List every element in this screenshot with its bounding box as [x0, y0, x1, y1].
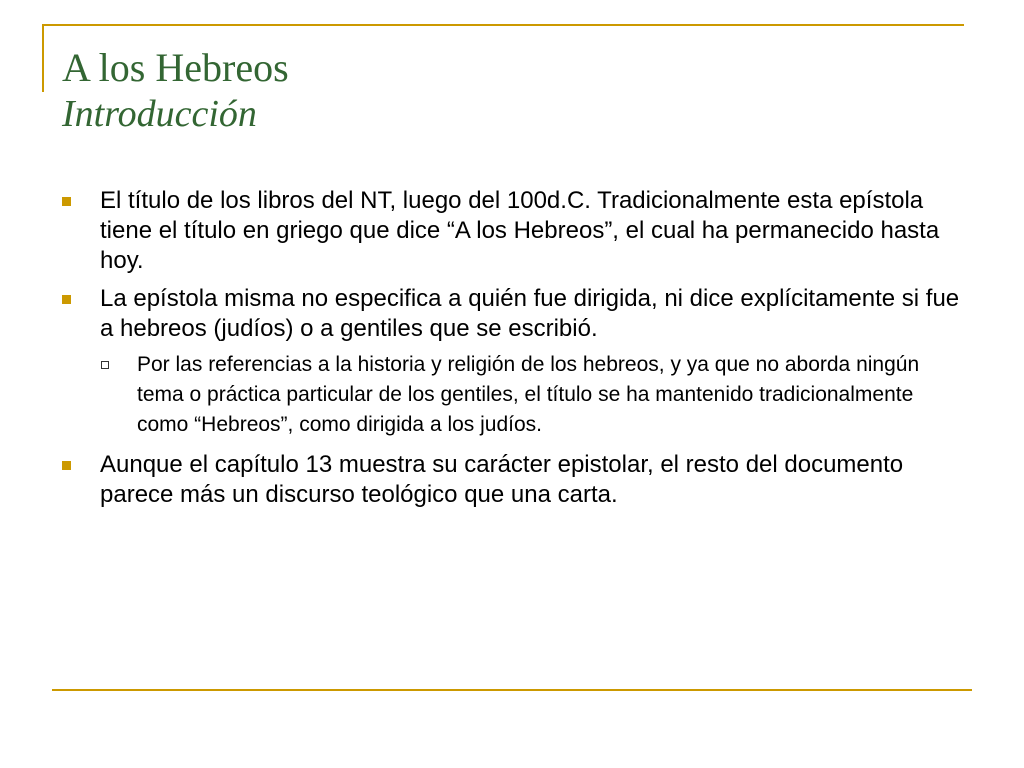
sub-bullet-text: Por las referencias a la historia y religión de los hebreos, y ya que no aborda ningún tema o práctica particular de los gentiles, el título se ha mantenido tradicionalmente como “Hebreos”, como dirigida a los judíos.	[137, 353, 920, 436]
sub-bullet-item	[60, 350, 970, 440]
bullet-item	[60, 284, 970, 344]
frame-left-line	[42, 24, 44, 92]
square-bullet-icon	[62, 197, 71, 206]
bullet-item	[60, 450, 970, 510]
slide-subtitle: Introducción	[62, 93, 257, 135]
square-bullet-icon	[62, 295, 71, 304]
frame-bottom-line	[52, 689, 972, 691]
title-block	[62, 46, 962, 136]
bullet-text: Aunque el capítulo 13 muestra su carácter epistolar, el resto del documento parece más un discurso teológico que una carta.	[100, 451, 904, 508]
square-bullet-icon	[62, 461, 71, 470]
bullet-text: El título de los libros del NT, luego del 100d.C. Tradicionalmente esta epístola tiene el título en griego que dice “A los Hebreos”, el cual ha permanecido hasta hoy.	[100, 187, 940, 274]
frame-top-line	[42, 24, 964, 26]
bullet-item	[60, 186, 970, 276]
slide-title: A los Hebreos	[62, 45, 289, 90]
bullet-text: La epístola misma no especifica a quién fue dirigida, ni dice explícitamente si fue a hebreos (judíos) o a gentiles que se escribió.	[100, 285, 960, 342]
slide-content	[60, 186, 970, 518]
hollow-square-bullet-icon	[101, 361, 109, 369]
